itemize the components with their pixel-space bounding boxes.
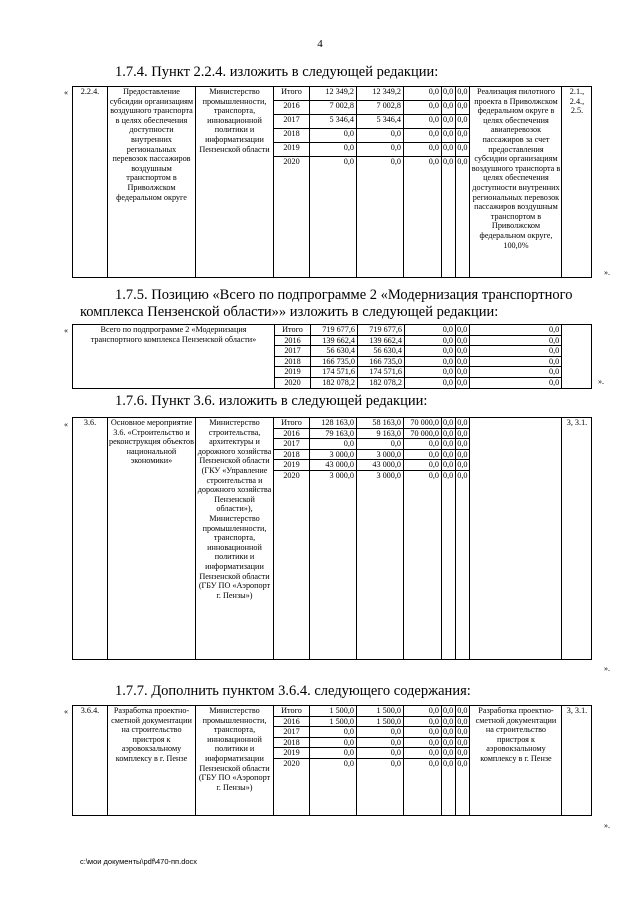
- value-cell: 0,0: [456, 748, 470, 759]
- item-ref: 3, 3.1.: [562, 418, 592, 660]
- value-cell: 0,0: [456, 727, 470, 738]
- value-cell: 0,0: [456, 439, 470, 450]
- value-cell: 174 571,6: [311, 367, 358, 378]
- table-3-6: [72, 417, 592, 660]
- value-cell: 0,0: [404, 101, 442, 115]
- section-heading-1-7-7: 1.7.7. Дополнить пунктом 3.6.4. следующего содержания:: [115, 683, 471, 699]
- value-cell: 0,0: [456, 346, 470, 357]
- value-cell: 7 002,8: [357, 101, 404, 115]
- item-executor: Министерство промышленности, транспорта, инновационной политики и информатизации Пензенской области: [196, 87, 274, 278]
- year-cell: 2018: [274, 737, 310, 748]
- value-cell: 9 163,0: [357, 428, 404, 439]
- item-number: 3.6.4.: [73, 706, 108, 816]
- value-cell: 0,0: [456, 335, 470, 346]
- item-executor: Министерство промышленности, транспорта, инновационной политики и информатизации Пензенской области (ГБУ ПО «Аэропорт г. Пензы»): [196, 706, 274, 816]
- value-cell: 0,0: [456, 356, 470, 367]
- table-row: [73, 706, 592, 717]
- value-cell: 139 662,4: [358, 335, 405, 346]
- empty-cell: [562, 325, 592, 389]
- value-cell: 0,0: [442, 758, 456, 815]
- table-row: [73, 87, 592, 101]
- value-cell: 0,0: [357, 758, 404, 815]
- value-cell: 0,0: [456, 706, 470, 717]
- value-cell: 0,0: [456, 157, 470, 278]
- value-cell: 56 630,4: [311, 346, 358, 357]
- value-cell: 0,0: [456, 143, 470, 157]
- value-cell: 182 078,2: [358, 377, 405, 388]
- footer-file-path: c:\мои документы\pdf\470-пп.docx: [80, 857, 198, 866]
- value-cell: 0,0: [456, 367, 470, 378]
- value-cell: 719 677,6: [311, 325, 358, 336]
- value-cell: 0,0: [456, 428, 470, 439]
- value-cell: 0,0: [442, 115, 456, 129]
- year-cell: 2018: [274, 129, 310, 143]
- value-cell: 0,0: [404, 129, 442, 143]
- year-cell: 2020: [274, 470, 310, 659]
- value-cell: 0,0: [404, 157, 442, 278]
- value-cell: 43 000,0: [310, 460, 357, 471]
- close-quote: ».: [604, 268, 610, 277]
- item-name: Разработка проектно-сметной документации на строительство пристроя к аэровокзальному комплексу в г. Пензе: [108, 706, 196, 816]
- value-cell: 0,0: [405, 325, 456, 336]
- value-cell: 0,0: [470, 367, 562, 378]
- value-cell: 7 002,8: [310, 101, 357, 115]
- value-cell: 0,0: [405, 367, 456, 378]
- open-quote: «: [64, 707, 68, 716]
- year-cell: 2020: [274, 758, 310, 815]
- item-result: Реализация пилотного проекта в Приволжском федеральном округе в целях обеспечения авиаперевозок пассажиров за счет предоставления субсидии организациям воздушного транспорта в целях обеспечения доступности внутренних региональных перевозок пассажиров воздушным транспортом в Приволжском федеральном округе, 100,0%: [470, 87, 562, 278]
- value-cell: 0,0: [310, 748, 357, 759]
- value-cell: 70 000,0: [404, 428, 442, 439]
- value-cell: 0,0: [310, 157, 357, 278]
- table-row: [73, 418, 592, 429]
- value-cell: 0,0: [442, 716, 456, 727]
- value-cell: 166 735,0: [311, 356, 358, 367]
- value-cell: 0,0: [470, 346, 562, 357]
- table-3-6-4: [72, 705, 592, 816]
- value-cell: 58 163,0: [357, 418, 404, 429]
- year-cell: 2019: [275, 367, 311, 378]
- section-heading-1-7-4: 1.7.4. Пункт 2.2.4. изложить в следующей редакции:: [115, 64, 439, 80]
- value-cell: 0,0: [404, 439, 442, 450]
- value-cell: 0,0: [456, 325, 470, 336]
- value-cell: 12 349,2: [310, 87, 357, 101]
- value-cell: 0,0: [310, 143, 357, 157]
- table-row: [73, 325, 592, 336]
- year-cell: 2020: [275, 377, 311, 388]
- value-cell: 0,0: [442, 428, 456, 439]
- value-cell: 12 349,2: [357, 87, 404, 101]
- value-cell: 0,0: [470, 377, 562, 388]
- value-cell: 0,0: [404, 716, 442, 727]
- value-cell: 0,0: [404, 727, 442, 738]
- item-result: [470, 418, 562, 660]
- value-cell: 0,0: [404, 758, 442, 815]
- page-number: 4: [317, 38, 323, 50]
- value-cell: 0,0: [405, 346, 456, 357]
- value-cell: 0,0: [442, 727, 456, 738]
- year-cell: 2020: [274, 157, 310, 278]
- year-cell: 2016: [274, 428, 310, 439]
- value-cell: 0,0: [442, 737, 456, 748]
- value-cell: 0,0: [442, 706, 456, 717]
- open-quote: «: [64, 420, 68, 429]
- table-2-2-4: [72, 86, 592, 278]
- value-cell: 0,0: [310, 737, 357, 748]
- value-cell: 128 163,0: [310, 418, 357, 429]
- item-number: 3.6.: [73, 418, 108, 660]
- value-cell: 0,0: [310, 758, 357, 815]
- value-cell: 0,0: [405, 377, 456, 388]
- year-cell: 2017: [275, 346, 311, 357]
- value-cell: 0,0: [442, 449, 456, 460]
- value-cell: 5 346,4: [310, 115, 357, 129]
- value-cell: 0,0: [456, 129, 470, 143]
- value-cell: 0,0: [404, 706, 442, 717]
- value-cell: 174 571,6: [358, 367, 405, 378]
- value-cell: 0,0: [404, 115, 442, 129]
- value-cell: 0,0: [456, 449, 470, 460]
- open-quote: «: [64, 88, 68, 97]
- value-cell: 0,0: [310, 439, 357, 450]
- item-number: 2.2.4.: [73, 87, 108, 278]
- value-cell: 0,0: [357, 129, 404, 143]
- value-cell: 0,0: [442, 460, 456, 471]
- value-cell: 0,0: [470, 335, 562, 346]
- year-cell: 2019: [274, 143, 310, 157]
- year-cell: 2016: [275, 335, 311, 346]
- value-cell: 0,0: [357, 439, 404, 450]
- value-cell: 139 662,4: [311, 335, 358, 346]
- value-cell: 0,0: [456, 418, 470, 429]
- value-cell: 0,0: [442, 129, 456, 143]
- value-cell: 0,0: [456, 87, 470, 101]
- value-cell: 1 500,0: [310, 716, 357, 727]
- value-cell: 0,0: [456, 737, 470, 748]
- value-cell: 0,0: [357, 748, 404, 759]
- value-cell: 0,0: [442, 87, 456, 101]
- value-cell: 182 078,2: [311, 377, 358, 388]
- year-cell: 2016: [274, 716, 310, 727]
- value-cell: 0,0: [404, 737, 442, 748]
- value-cell: 0,0: [404, 460, 442, 471]
- close-quote: ».: [598, 377, 604, 386]
- value-cell: 0,0: [442, 748, 456, 759]
- value-cell: 0,0: [456, 101, 470, 115]
- value-cell: 1 500,0: [357, 716, 404, 727]
- open-quote: «: [64, 326, 68, 335]
- year-cell: Итого: [274, 706, 310, 717]
- item-name: Предоставление субсидии организациям воздушного транспорта в целях обеспечения доступности внутренних региональных перевозок пассажиров воздушным транспортом в Приволжском федеральном округе: [108, 87, 196, 278]
- value-cell: 0,0: [404, 748, 442, 759]
- year-cell: 2018: [275, 356, 311, 367]
- value-cell: 0,0: [404, 470, 442, 659]
- value-cell: 0,0: [357, 737, 404, 748]
- year-cell: 2019: [274, 460, 310, 471]
- year-cell: Итого: [275, 325, 311, 336]
- year-cell: 2016: [274, 101, 310, 115]
- close-quote: ».: [604, 821, 610, 830]
- year-cell: Итого: [274, 418, 310, 429]
- value-cell: 0,0: [404, 449, 442, 460]
- value-cell: 0,0: [470, 356, 562, 367]
- value-cell: 719 677,6: [358, 325, 405, 336]
- section-heading-1-7-5: 1.7.5. Позицию «Всего по подпрограмме 2 «Модернизация транспортного комплекса Пензенской области»» изложить в следующей редакции:: [80, 287, 573, 320]
- value-cell: 0,0: [405, 335, 456, 346]
- year-cell: 2017: [274, 439, 310, 450]
- value-cell: 0,0: [404, 143, 442, 157]
- value-cell: 0,0: [456, 716, 470, 727]
- value-cell: 0,0: [456, 460, 470, 471]
- item-executor: Министерство строительства, архитектуры и дорожного хозяйства Пензенской области (ГКУ «Управление строительства и дорожного хозяйства Пензенской области»), Министерство промышленности, транспорта, инновационной политики и информатизации Пензенской области (ГБУ ПО «Аэропорт г. Пензы»): [196, 418, 274, 660]
- value-cell: 166 735,0: [358, 356, 405, 367]
- section-heading-1-7-6: 1.7.6. Пункт 3.6. изложить в следующей редакции:: [115, 393, 428, 409]
- value-cell: 0,0: [456, 758, 470, 815]
- value-cell: 3 000,0: [357, 449, 404, 460]
- value-cell: 43 000,0: [357, 460, 404, 471]
- value-cell: 0,0: [310, 727, 357, 738]
- value-cell: 0,0: [357, 143, 404, 157]
- value-cell: 0,0: [442, 101, 456, 115]
- item-ref: 3, 3.1.: [562, 706, 592, 816]
- value-cell: 0,0: [456, 470, 470, 659]
- value-cell: 79 163,0: [310, 428, 357, 439]
- close-quote: ».: [604, 664, 610, 673]
- year-cell: Итого: [274, 87, 310, 101]
- item-name: Основное мероприятие 3.6. «Строительство и реконструкция объектов национальной экономики»: [108, 418, 196, 660]
- table-subprogram-total: [72, 324, 592, 389]
- value-cell: 5 346,4: [357, 115, 404, 129]
- item-ref: 2.1., 2.4., 2.5.: [562, 87, 592, 278]
- value-cell: 3 000,0: [310, 470, 357, 659]
- value-cell: 0,0: [442, 418, 456, 429]
- value-cell: 0,0: [357, 727, 404, 738]
- value-cell: 0,0: [442, 470, 456, 659]
- value-cell: 1 500,0: [310, 706, 357, 717]
- year-cell: 2019: [274, 748, 310, 759]
- value-cell: 3 000,0: [310, 449, 357, 460]
- value-cell: 0,0: [404, 87, 442, 101]
- value-cell: 3 000,0: [357, 470, 404, 659]
- value-cell: 0,0: [310, 129, 357, 143]
- value-cell: 0,0: [357, 157, 404, 278]
- value-cell: 56 630,4: [358, 346, 405, 357]
- value-cell: 0,0: [442, 157, 456, 278]
- value-cell: 0,0: [456, 115, 470, 129]
- year-cell: 2017: [274, 727, 310, 738]
- item-result: Разработка проектно-сметной документации на строительство пристроя к аэровокзальному комплексу в г. Пензе: [470, 706, 562, 816]
- value-cell: 0,0: [405, 356, 456, 367]
- value-cell: 70 000,0: [404, 418, 442, 429]
- item-name: Всего по подпрограмме 2 «Модернизация транспортного комплекса Пензенской области»: [73, 325, 275, 389]
- year-cell: 2018: [274, 449, 310, 460]
- value-cell: 0,0: [442, 143, 456, 157]
- value-cell: 0,0: [456, 377, 470, 388]
- value-cell: 0,0: [442, 439, 456, 450]
- value-cell: 0,0: [470, 325, 562, 336]
- year-cell: 2017: [274, 115, 310, 129]
- value-cell: 1 500,0: [357, 706, 404, 717]
